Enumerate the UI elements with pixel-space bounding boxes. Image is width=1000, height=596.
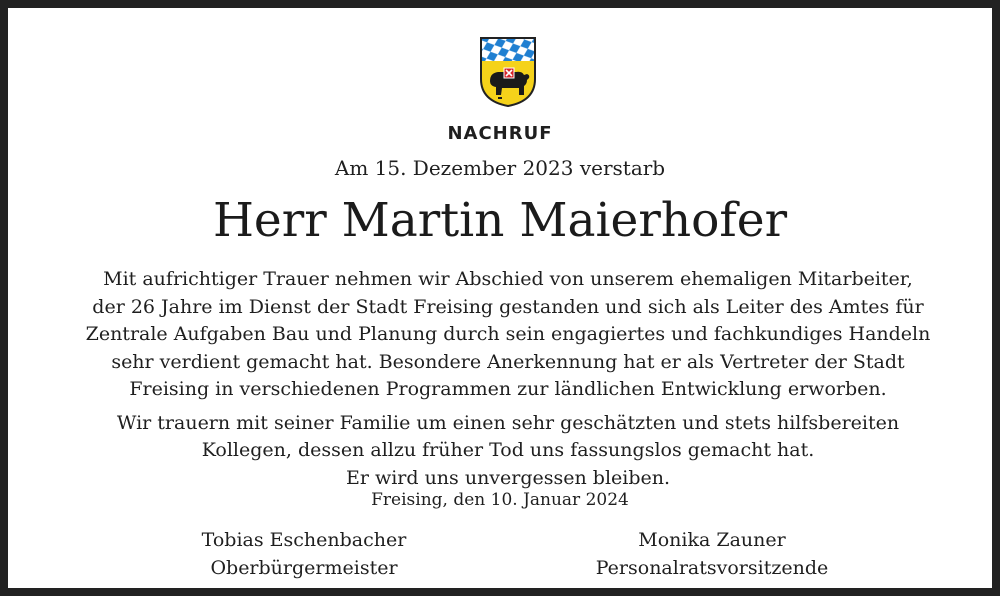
- signatory-title: Oberbürgermeister: [210, 557, 398, 579]
- tribute-paragraph: [68, 266, 948, 404]
- notice-intro: Am 15. Dezember 2023 verstarb: [334, 156, 666, 180]
- notice-heading: NACHRUF: [447, 123, 553, 144]
- signatory-left: [174, 526, 434, 582]
- signatory-right: [582, 526, 842, 582]
- notice-body: [68, 266, 948, 492]
- place-date: Freising, den 10. Januar 2024: [371, 490, 629, 510]
- tribute-line: der 26 Jahre im Dienst der Stadt Freising gestanden und sich als Leiter des Amtes für: [92, 295, 924, 318]
- tribute-line: Zentrale Aufgaben Bau und Planung durch sein engagiertes und fachkundiges Handeln: [85, 323, 931, 345]
- deceased-name: Herr Martin Maierhofer: [212, 193, 788, 248]
- signatory-name: Tobias Eschenbacher: [201, 529, 407, 551]
- tribute-line: Freising in verschiedenen Programmen zur ländlichen Entwicklung erworben.: [129, 378, 887, 400]
- tribute-line: sehr verdient gemacht hat. Besondere Anerkennung hat er als Vertreter der Stadt: [111, 350, 905, 373]
- signatory-name: Monika Zauner: [638, 529, 786, 551]
- tribute-line: Mit aufrichtiger Trauer nehmen wir Abschied von unserem ehemaligen Mitarbeiter,: [103, 268, 913, 290]
- mourning-line: Wir trauern mit seiner Familie um einen sehr geschätzten und stets hilfsbereiten: [116, 411, 900, 434]
- coat-of-arms-icon: [478, 35, 538, 108]
- mourning-paragraph: [68, 410, 948, 493]
- signatory-title: Personalratsvorsitzende: [595, 557, 829, 579]
- mourning-line: Kollegen, dessen allzu früher Tod uns fassungslos gemacht hat.: [201, 439, 815, 461]
- mourning-line: Er wird uns unvergessen bleiben.: [345, 466, 671, 489]
